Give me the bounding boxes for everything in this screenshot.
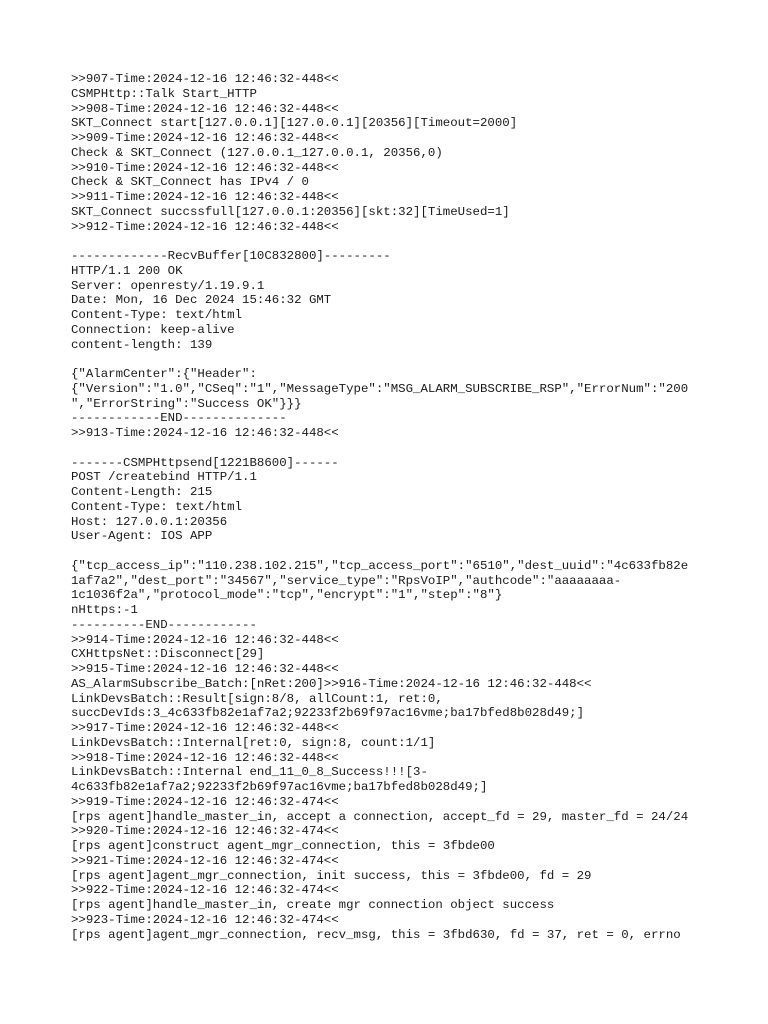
log-line: Check & SKT_Connect has IPv4 / 0 — [71, 175, 309, 190]
log-line: >>922-Time:2024-12-16 12:46:32-474<< — [71, 883, 339, 898]
log-line: Host: 127.0.0.1:20356 — [71, 514, 228, 529]
log-document — [71, 72, 761, 942]
log-line: [rps agent]construct agent_mgr_connection, this = 3fbde00 — [71, 839, 495, 853]
log-line: [rps agent]handle_master_in, create mgr connection object success — [71, 898, 555, 912]
log-line: CXHttpsNet::Disconnect[29] — [71, 647, 265, 662]
log-line: >>911-Time:2024-12-16 12:46:32-448<< — [71, 190, 339, 204]
blank-line — [71, 352, 761, 367]
log-line: LinkDevsBatch::Result[sign:8/8, allCount:1, ret:0, — [71, 691, 443, 706]
log-line: Content-Type: text/html — [71, 308, 243, 322]
log-line: 1c1036f2a","protocol_mode":"tcp","encrypt":"1","step":"8"} — [71, 588, 503, 603]
log-line: Date: Mon, 16 Dec 2024 15:46:32 GMT — [71, 293, 332, 308]
log-line: LinkDevsBatch::Internal[ret:0, sign:8, count:1/1] — [71, 735, 436, 750]
log-line: {"Version":"1.0","CSeq":"1","MessageType":"MSG_ALARM_SUBSCRIBE_RSP","ErrorNum":"200 — [71, 381, 689, 396]
log-line: {"tcp_access_ip":"110.238.102.215","tcp_access_port":"6510","dest_uuid":"4c633fb82e — [71, 558, 689, 573]
log-line: 4c633fb82e1af7a2;92233f2b69f97ac16vme;ba17bfed8b028d49;] — [71, 780, 488, 794]
log-line: >>918-Time:2024-12-16 12:46:32-448<< — [71, 750, 339, 765]
log-line: >>920-Time:2024-12-16 12:46:32-474<< — [71, 824, 339, 839]
log-line: Content-Type: text/html — [71, 499, 243, 514]
log-line: SKT_Connect start[127.0.0.1][127.0.0.1][20356][Timeout=2000] — [71, 116, 518, 131]
blank-line — [71, 234, 761, 249]
log-line: >>907-Time:2024-12-16 12:46:32-448<< — [71, 72, 339, 86]
log-line: content-length: 139 — [71, 337, 213, 352]
log-line: ------------END-------------- — [71, 411, 287, 426]
log-line: >>914-Time:2024-12-16 12:46:32-448<< — [71, 632, 339, 647]
log-line: Server: openresty/1.19.9.1 — [71, 278, 265, 293]
log-line: >>921-Time:2024-12-16 12:46:32-474<< — [71, 853, 339, 868]
log-line: Connection: keep-alive — [71, 322, 235, 337]
log-line: >>915-Time:2024-12-16 12:46:32-448<< — [71, 662, 339, 676]
log-line: Content-Length: 215 — [71, 485, 213, 499]
log-line: >>912-Time:2024-12-16 12:46:32-448<< — [71, 219, 339, 234]
log-line: >>923-Time:2024-12-16 12:46:32-474<< — [71, 912, 339, 927]
log-line: CSMPHttp::Talk Start_HTTP — [71, 86, 257, 101]
log-line: ----------END------------ — [71, 617, 257, 632]
log-line: 1af7a2","dest_port":"34567","service_type":"RpsVoIP","authcode":"aaaaaaaa- — [71, 573, 622, 588]
log-line: [rps agent]handle_master_in, accept a connection, accept_fd = 29, master_fd = 24/24 — [71, 809, 689, 824]
log-line: succDevIds:3_4c633fb82e1af7a2;92233f2b69f97ac16vme;ba17bfed8b028d49;] — [71, 706, 585, 721]
log-line: ","ErrorString":"Success OK"}}} — [71, 396, 302, 411]
log-line: Check & SKT_Connect (127.0.0.1_127.0.0.1, 20356,0) — [71, 145, 443, 160]
log-line: >>917-Time:2024-12-16 12:46:32-448<< — [71, 721, 339, 735]
log-line: >>909-Time:2024-12-16 12:46:32-448<< — [71, 131, 339, 145]
blank-line — [71, 441, 761, 456]
log-line: AS_AlarmSubscribe_Batch:[nRet:200]>>916-Time:2024-12-16 12:46:32-448<< — [71, 676, 592, 691]
log-line: >>913-Time:2024-12-16 12:46:32-448<< — [71, 426, 339, 440]
log-line: [rps agent]agent_mgr_connection, recv_msg, this = 3fbd630, fd = 37, ret = 0, errno — [71, 927, 681, 942]
blank-line — [71, 544, 761, 559]
log-line: LinkDevsBatch::Internal end_11_0_8_Success!!![3- — [71, 765, 428, 780]
log-line: nHttps:-1 — [71, 603, 138, 617]
log-line: -------------RecvBuffer[10C832800]--------- — [71, 249, 391, 263]
log-line: User-Agent: IOS APP — [71, 529, 213, 544]
log-line: >>919-Time:2024-12-16 12:46:32-474<< — [71, 794, 339, 809]
log-line: SKT_Connect succssfull[127.0.0.1:20356][skt:32][TimeUsed=1] — [71, 204, 510, 219]
log-line: >>910-Time:2024-12-16 12:46:32-448<< — [71, 160, 339, 175]
log-line: [rps agent]agent_mgr_connection, init success, this = 3fbde00, fd = 29 — [71, 868, 592, 883]
log-line: HTTP/1.1 200 OK — [71, 263, 183, 278]
log-line: POST /createbind HTTP/1.1 — [71, 470, 257, 485]
log-line: {"AlarmCenter":{"Header": — [71, 367, 257, 381]
log-line: >>908-Time:2024-12-16 12:46:32-448<< — [71, 101, 339, 116]
log-line: -------CSMPHttpsend[1221B8600]------ — [71, 455, 339, 470]
